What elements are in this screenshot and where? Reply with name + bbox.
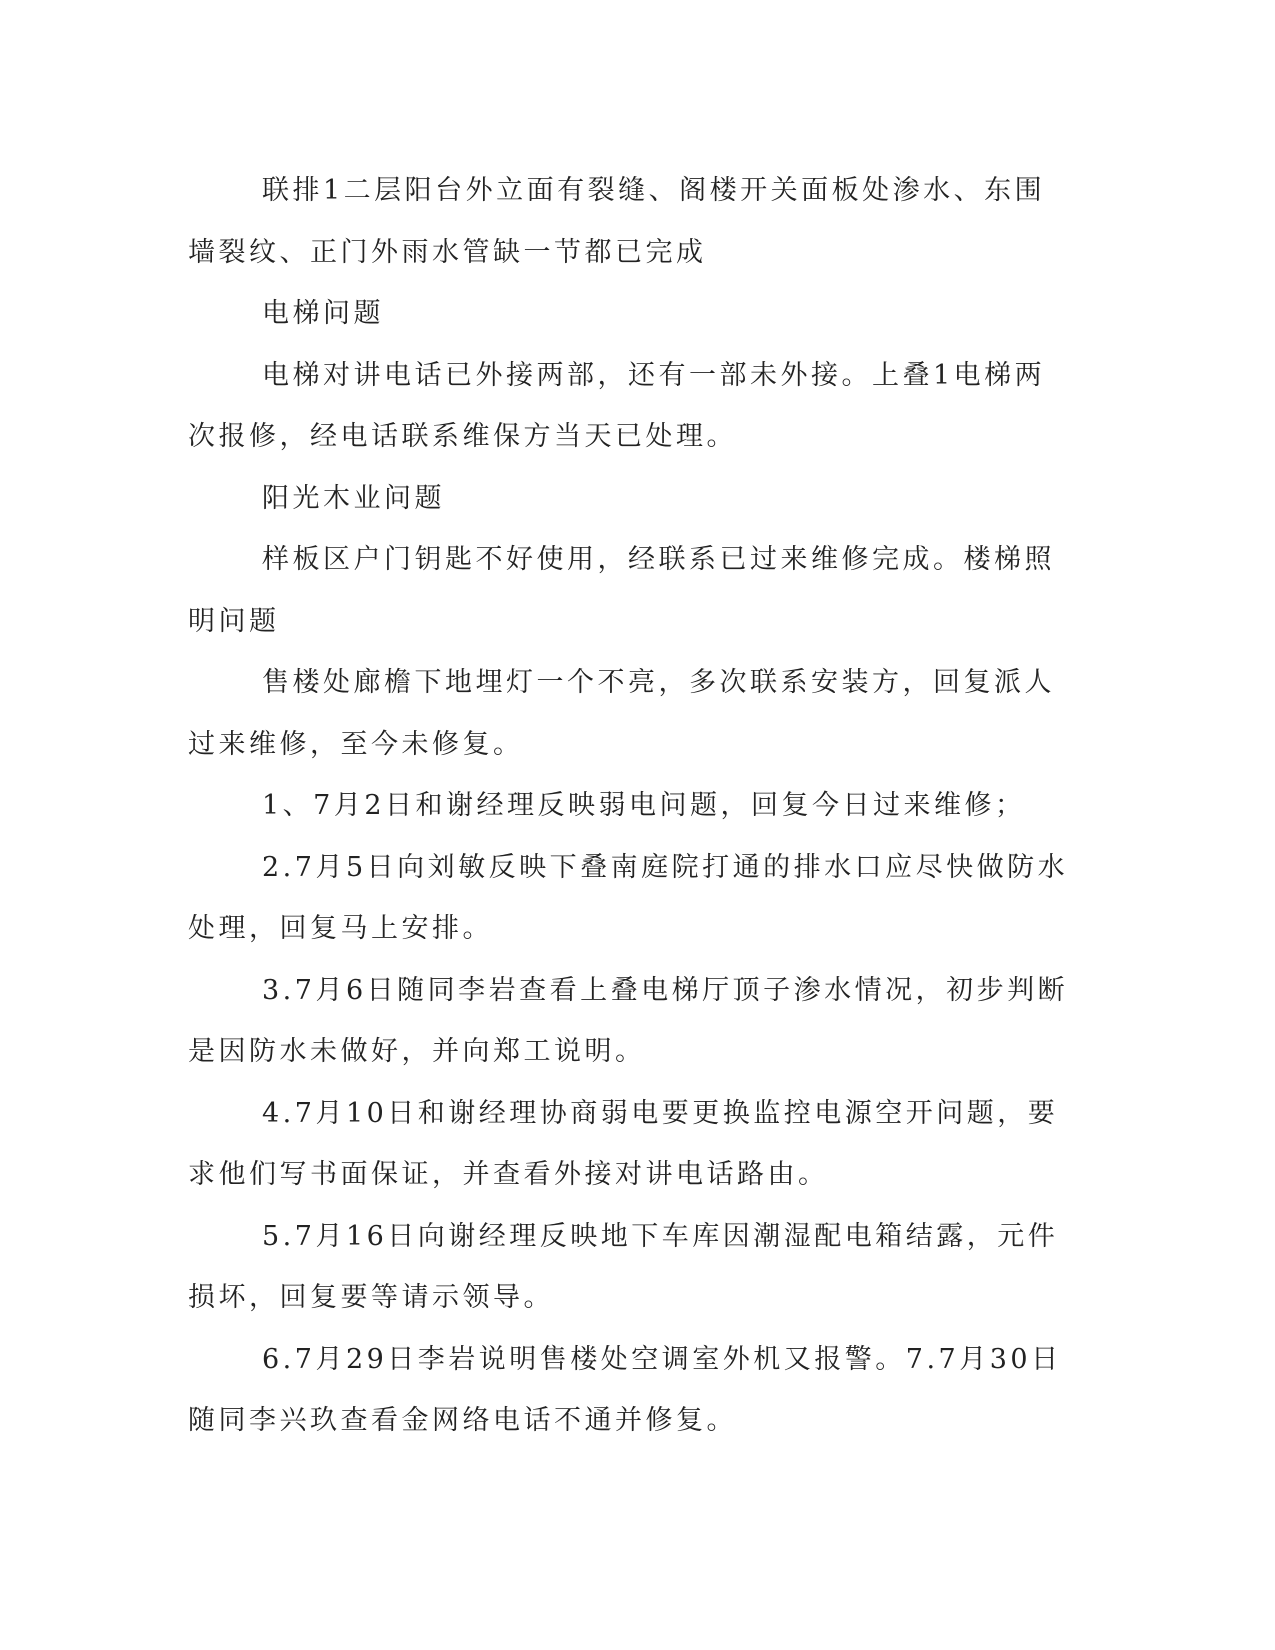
- list-item-6-7: 6.7月29日李岩说明售楼处空调室外机又报警。7.7月30日随同李兴玖查看金网络电话不通并修复。: [188, 1343, 1062, 1436]
- paragraph-balcony-repairs: 联排1二层阳台外立面有裂缝、阁楼开关面板处渗水、东围墙裂纹、正门外雨水管缺一节都已完成: [188, 175, 1046, 268]
- list-item-3: 3.7月6日随同李岩查看上叠电梯厅顶子渗水情况，初步判断是因防水未做好，并向郑工说明。: [188, 974, 1069, 1067]
- heading-elevator-issues: 电梯问题: [262, 298, 384, 329]
- list-item-4: 4.7月10日和谢经理协商弱电要更换监控电源空开问题，要求他们写书面保证，并查看外接对讲电话路由。: [188, 1097, 1059, 1190]
- document-body: [188, 160, 1073, 1452]
- list-item-2: 2.7月5日向刘敏反映下叠南庭院打通的排水口应尽快做防水处理，回复马上安排。: [188, 851, 1069, 944]
- list-item-5: 5.7月16日向谢经理反映地下车库因潮湿配电箱结露，元件损坏，回复要等请示领导。: [188, 1220, 1059, 1313]
- heading-sunshine-wood-issues: 阳光木业问题: [262, 482, 445, 514]
- paragraph-elevator-phone: 电梯对讲电话已外接两部，还有一部未外接。上叠1电梯两次报修，经电话联系维保方当天已处理。: [188, 359, 1046, 452]
- list-item-1: 1、7月2日和谢经理反映弱电问题，回复今日过来维修；: [262, 790, 1026, 821]
- paragraph-door-key: 样板区户门钥匙不好使用，经联系已过来维修完成。楼梯照明问题: [188, 544, 1055, 637]
- paragraph-ground-light: 售楼处廊檐下地埋灯一个不亮，多次联系安装方，回复派人过来维修，至今未修复。: [188, 667, 1055, 760]
